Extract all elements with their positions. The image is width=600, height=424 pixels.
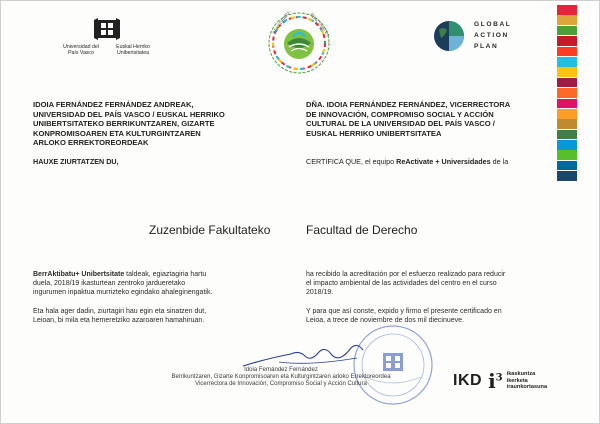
heading-es-line: DE INNOVACIÓN, COMPROMISO SOCIAL Y ACCIÓN xyxy=(306,109,494,119)
heading-eu-line: UNIBERTSITATEKO BERRIKUNTZAREN, GIZARTE xyxy=(33,119,215,129)
closing-es-line: Y para que así conste, expido y firmo el presente certificado en xyxy=(306,308,502,315)
sdg-color-swatch xyxy=(557,140,577,150)
heading-eu-line: UNIVERSIDAD DEL PAÍS VASCO / EUSKAL HERRIKO xyxy=(33,109,225,119)
signer-title-basque: Berrikuntzaren, Gizarte Konpromisoaren eta Kulturgintzaren arloko Errektoreordea xyxy=(171,374,391,381)
heading-spanish xyxy=(306,100,556,138)
accreditation-es-line: el impacto ambiental de las actividades del centro en el curso xyxy=(306,279,497,287)
sdg-color-swatch xyxy=(557,47,577,57)
ikd-words xyxy=(507,371,547,391)
certifies-basque: HAUXE ZIURTATZEN DU, xyxy=(33,157,119,166)
team-name-basque: BerrAktibatu+ Unibertsitate xyxy=(33,271,125,278)
certifies-spanish xyxy=(306,157,508,166)
upv-name-es: Universidad del País Vasco xyxy=(63,44,99,56)
certifies-prefix: CERTIFICA QUE, xyxy=(306,157,363,166)
sdg-color-swatch xyxy=(557,57,577,67)
closing-basque xyxy=(33,308,283,326)
accreditation-es-line: 2018/19. xyxy=(306,288,334,296)
accreditation-eu-line: ingurumen inpaktua murrizteko egindako ahaleginengatik. xyxy=(33,288,213,296)
sdg-color-swatch xyxy=(557,88,577,98)
reactivate-logo xyxy=(267,11,331,75)
heading-eu-line: IDOIA FERNÁNDEZ FERNÁNDEZ ANDREAK, xyxy=(33,100,194,109)
sdg-color-swatch xyxy=(557,171,577,181)
heading-basque xyxy=(33,100,283,148)
signer-title-spanish: Vicerrectora de Innovación, Compromiso Social y Acción Cultura xyxy=(195,381,367,388)
sdg-color-swatch xyxy=(557,119,577,129)
sdg-color-swatch xyxy=(557,36,577,46)
ikd-word: iraunkortasuna xyxy=(506,384,548,391)
sdg-color-swatch xyxy=(557,78,577,88)
ikd-word: ikaskuntza xyxy=(506,371,536,378)
sdg-color-swatch xyxy=(557,109,577,119)
closing-eu-line: Eta hala ager dadin, ziurtagiri hau egin eta sinatzen dut, xyxy=(33,308,207,315)
faculty-basque xyxy=(149,223,270,237)
upv-ehu-emblem-icon xyxy=(90,17,124,43)
upv-name-eu: Euskal Herriko Unibertsitatea xyxy=(116,44,150,56)
gap-word-1: GLOBAL xyxy=(474,21,512,28)
i3-superscript: 3 xyxy=(495,372,503,384)
closing-eu-line: Leioan, bi mila eta hemeretziko azaroaren hamahiruan. xyxy=(33,316,205,324)
sdg-color-stripe xyxy=(557,5,577,182)
react-ring-text-right: REACTÍVATE+ xyxy=(309,12,331,38)
upv-ehu-logo xyxy=(47,17,167,56)
ikd-i3-logo xyxy=(453,369,547,393)
globe-icon xyxy=(433,20,465,52)
sdg-color-swatch xyxy=(557,26,577,36)
heading-es-line: EUSKAL HERRIKO UNIBERTSITATEA xyxy=(306,128,442,138)
heading-eu-line: KONPROMISOAREN ETA KULTURGINTZAREN xyxy=(33,128,201,138)
react-ring-text-left: REACTIBATU+ xyxy=(271,11,293,35)
i3-letter: i xyxy=(488,369,496,393)
sdg-color-swatch xyxy=(557,161,577,171)
accreditation-eu-line: duela, 2018/19 ikasturtean zentroko jardueretako xyxy=(33,279,186,287)
sdg-color-swatch xyxy=(557,99,577,109)
faculty-basque-main: Zuzenbide Fakultate xyxy=(149,223,258,237)
sdg-color-swatch xyxy=(557,15,577,25)
sdg-color-swatch xyxy=(557,5,577,15)
accreditation-basque xyxy=(33,271,283,297)
global-action-plan-logo xyxy=(433,19,511,52)
gap-word-2: ACTION xyxy=(474,32,509,39)
accreditation-eu-first-line: taldeak, egiaztagiria hartu xyxy=(124,271,207,278)
team-name: ReActivate + Universidades xyxy=(396,157,491,166)
faculty-spanish: Facultad de Derecho xyxy=(306,223,418,237)
certifies-middle: el equipo xyxy=(362,157,397,166)
closing-es-line: Leioa, a trece de noviembre de dos mil diecinueve. xyxy=(306,316,464,324)
ikd-word: ikerketa xyxy=(506,377,528,384)
gap-word-3: PLAN xyxy=(474,43,499,50)
heading-es-line: DÑA. IDOIA FERNÁNDEZ FERNÁNDEZ, VICERRECTORA xyxy=(306,100,511,109)
sdg-color-swatch xyxy=(557,130,577,140)
heading-eu-line: ARLOKO ERREKTOREORDEAK xyxy=(33,138,149,148)
ikd-text: IKD xyxy=(453,372,483,389)
certifies-suffix: de la xyxy=(490,157,509,166)
signer-block xyxy=(151,367,411,389)
accreditation-spanish xyxy=(306,271,556,297)
accreditation-es-line: ha recibido la acreditación por el esfuerzo realizado para reducir xyxy=(306,271,506,278)
sdg-color-swatch xyxy=(557,150,577,160)
heading-es-line: CULTURAL DE LA UNIVERSIDAD DEL PAÍS VASCO / xyxy=(306,119,495,129)
signer-name: Idoia Fernández Fernández xyxy=(244,367,318,373)
i3-mark xyxy=(488,369,503,393)
sdg-color-swatch xyxy=(557,67,577,77)
faculty-basque-suffix: ko xyxy=(257,223,271,237)
